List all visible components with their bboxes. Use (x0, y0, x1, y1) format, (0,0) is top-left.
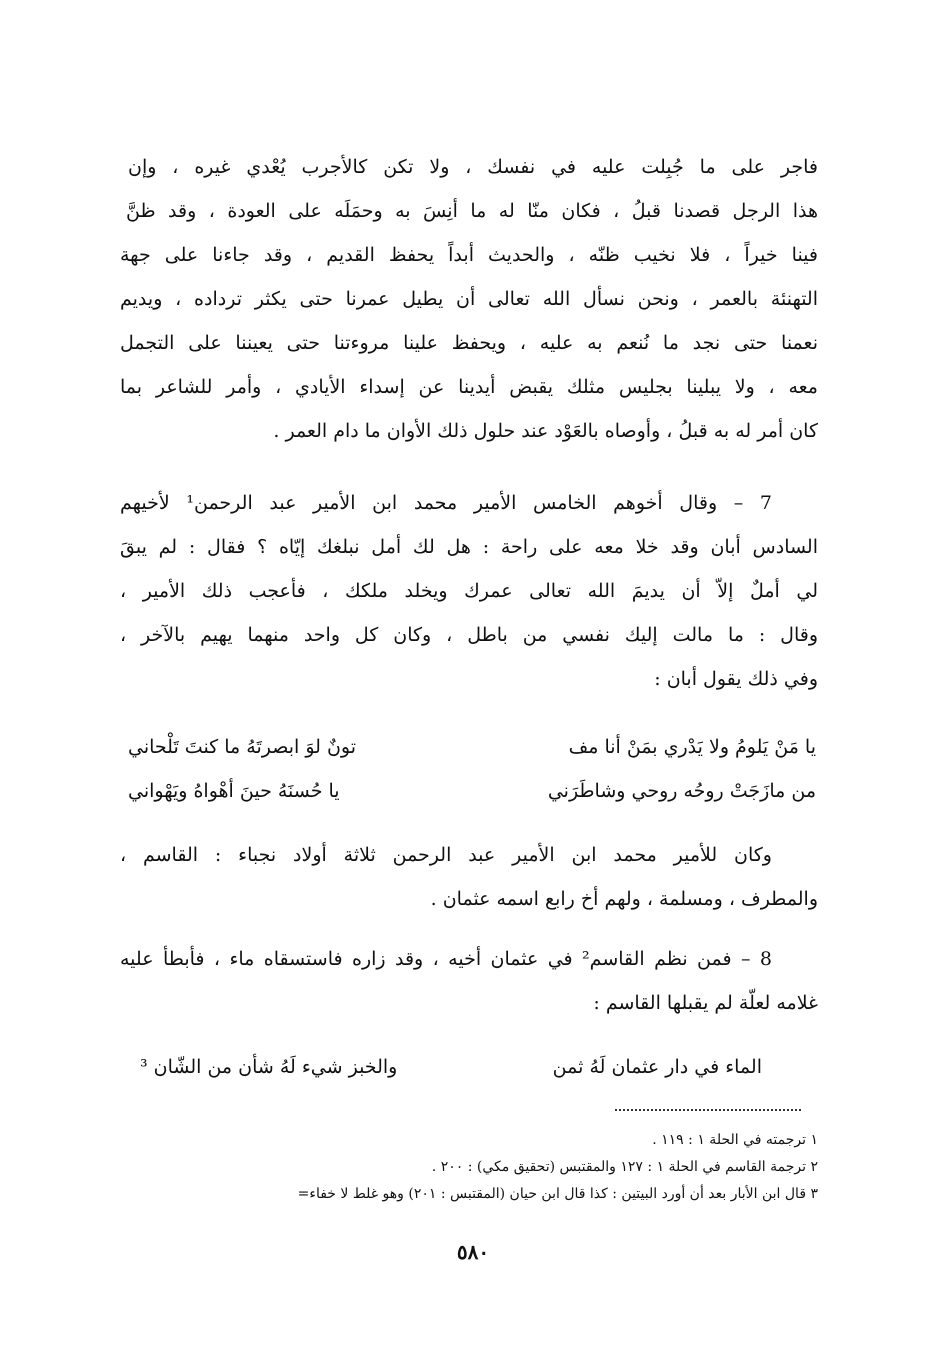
verse-line (0, 776, 946, 806)
text-line: لي أملٌ إلاّ أن يديمَ الله تعالى عمرك ويخلد ملكك ، فأعجب ذلك الأمير ، (120, 580, 818, 602)
verse-hemistich-right: يا مَنْ يَلومُ ولا يَدْري بمَنْ أنا مف (568, 736, 816, 758)
text-line: وكان للأمير محمد ابن الأمير عبد الرحمن ثلاثة أولاد نجباء : القاسم ، (120, 844, 772, 866)
footnote-separator (615, 1109, 801, 1111)
text-line: 7 – وقال أخوهم الخامس الأمير محمد ابن الأمير عبد الرحمن¹ لأخيهم (120, 492, 772, 514)
verse-hemistich-right: من مازَجَتْ روحُه روحي وشاطَرَني (547, 780, 816, 802)
verse-line (0, 1052, 946, 1082)
text-line: التهنئة بالعمر ، ونحن نسأل الله تعالى أن يطيل عمرنا حتى يكثر ترداده ، ويديم (120, 288, 818, 310)
verse-hemistich-right: الماء في دار عثمان لَهُ ثمن (552, 1056, 762, 1078)
verse-hemistich-left: يا حُسنَهُ حينَ أهْواهُ ويَهْواني (128, 780, 340, 802)
verse-line (0, 732, 946, 762)
text-line: كان أمر له به قبلُ ، وأوصاه بالعَوْد عند حلول ذلك الأوان ما دام العمر . (273, 420, 818, 442)
text-line: نعمنا حتى نجد ما نُنعم به عليه ، ويحفظ علينا مروءتنا حتى يعيننا على التجمل (120, 332, 818, 354)
text-line: والمطرف ، ومسلمة ، ولهم أخ رابع اسمه عثمان . (430, 888, 818, 910)
text-line: 8 – فمن نظم القاسم² في عثمان أخيه ، وقد زاره فاستسقاه ماء ، فأبطأ عليه (120, 948, 772, 970)
text-line: فينا خيراً ، فلا نخيب ظنّه ، والحديث أبداً يحفظ القديم ، وقد جاءنا على جهة (120, 244, 818, 266)
text-line: هذا الرجل قصدنا قبلُ ، فكان منّا له ما أنِسَ به وحمَلَه على العودة ، وقد ظنَّ (126, 200, 818, 222)
verse-hemistich-left: والخبز شيء لَهُ شأن من الشّان ³ (140, 1056, 398, 1078)
text-line: معه ، ولا يبلينا بجليس مثلك يقبض أيدينا عن إسداء الأيادي ، وأمر للشاعر بما (120, 376, 818, 398)
text-line: السادس أبان وقد خلا معه على راحة : هل لك أمل نبلغك إيّاه ؟ فقال : لم يبقَ (120, 536, 818, 558)
footnote-2: ٢ ترجمة القاسم في الحلة ١ : ١٢٧ والمقتبس (تحقيق مكي) : ٢٠٠ . (431, 1159, 818, 1175)
text-line: وقال : ما مالت إليك نفسي من باطل ، وكان كل واحد منهما يهيم بالآخر ، (120, 624, 818, 646)
footnote-3: ٣ قال ابن الأبار بعد أن أورد البيتين : كذا قال ابن حيان (المقتبس : ٢٠١) وهو غلط لا خفاء= (297, 1186, 818, 1202)
text-line: فاجر على ما جُبِلت عليه في نفسك ، ولا تكن كالأجرب يُعْدي غيره ، وإن (128, 156, 818, 178)
text-line: وفي ذلك يقول أبان : (654, 668, 818, 690)
text-line: غلامه لعلّة لم يقبلها القاسم : (593, 992, 818, 1014)
verse-hemistich-left: تونٌ لوَ ابصرتَهُ ما كنتَ تَلْحاني (128, 736, 357, 758)
footnote-1: ١ ترجمته في الحلة ١ : ١١٩ . (652, 1132, 818, 1148)
page-number: ٥٨٠ (456, 1240, 490, 1264)
